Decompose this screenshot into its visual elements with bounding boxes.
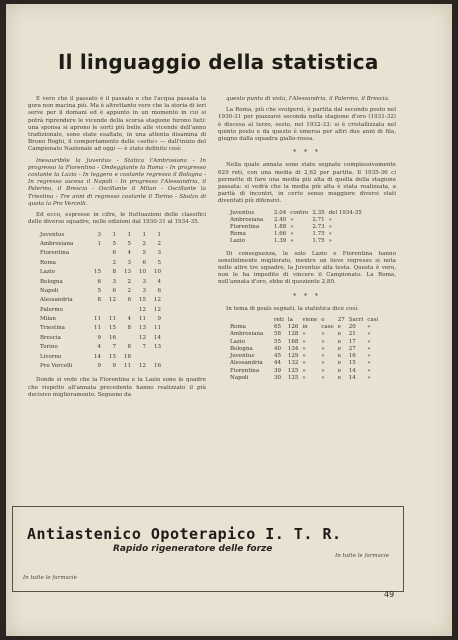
rank-row — [40, 230, 164, 239]
rank-value — [134, 353, 149, 362]
rank-value: 15 — [109, 353, 116, 360]
rank-row — [40, 306, 164, 315]
rank-value: 1 — [157, 231, 161, 238]
ad-footnote-right: In tutte le farmacie — [335, 553, 389, 559]
average-cell: 1.88 — [274, 224, 287, 231]
rank-value: 8 — [127, 344, 131, 351]
rank-value: 3 — [142, 287, 146, 294]
goals-cell: » — [302, 367, 306, 374]
rank-team: Brescia — [40, 334, 61, 341]
goals-cell: 21 — [348, 331, 356, 338]
goals-cell: 125 — [287, 374, 299, 381]
rank-team: Livorno — [40, 353, 62, 360]
goals-cell: e — [337, 345, 341, 352]
goals-cell: » — [302, 353, 306, 360]
rank-value: 16 — [109, 334, 116, 341]
average-cell: Fiorentina — [230, 224, 260, 231]
rank-value: 6 — [157, 287, 161, 294]
average-row — [230, 210, 366, 217]
rank-table — [40, 230, 164, 371]
rank-value: 7 — [112, 344, 116, 351]
goals-cell: 27 — [348, 345, 356, 352]
rank-row — [40, 259, 164, 268]
goals-cell: e — [337, 338, 341, 345]
goals-cell: » — [321, 367, 325, 374]
average-row — [230, 238, 366, 245]
rank-value: 1 — [127, 231, 131, 238]
rank-row — [40, 249, 164, 258]
rank-value: 13 — [124, 269, 131, 276]
rank-value: 4 — [97, 344, 101, 351]
average-cell: » — [290, 216, 294, 223]
left-paragraph-3: Ed ecco, espresse in cifre, le fluttuazioni delle classifici delle diverse squadre, nelle edizioni dal 1930-31 al 1934-35. — [28, 212, 206, 226]
average-cell: del 1934-35 — [328, 209, 362, 216]
goals-cell: e — [337, 331, 341, 338]
right-paragraph-2: La Roma, più che svolgersi, è partita dal secondo posto nel 1930-31 per piazzarsi seconda nella stagione d'oro (1931-32) è discesa al terzo, sesto, nel 1932-33: si è cristallizzata nel quinto posto e da questo è emersa per altri due anni di fila, giugno dalla squadra giallo-rossa. — [218, 107, 396, 143]
average-cell: » — [328, 216, 332, 223]
goals-cell: » — [367, 345, 371, 352]
rank-team: Palermo — [40, 306, 63, 313]
goals-cell: 128 — [287, 331, 299, 338]
average-row — [230, 224, 366, 231]
goals-row — [230, 375, 382, 382]
rank-row — [40, 362, 164, 371]
goals-row — [230, 324, 382, 331]
rank-row — [40, 353, 164, 362]
goals-cell: 65 — [274, 324, 281, 331]
right-paragraph-5: In tema di goals segnati, la statistica dice così: — [226, 305, 359, 312]
goals-cell: 15 — [348, 360, 356, 367]
rank-value: 9 — [112, 363, 116, 370]
average-cell: 2.73 — [312, 224, 325, 231]
average-cell: » — [328, 224, 332, 231]
goals-row — [230, 368, 382, 375]
average-cell: » — [290, 238, 294, 245]
rank-team: Pro Vercelli — [40, 363, 73, 370]
rank-value: 12 — [139, 363, 146, 370]
goals-cell: Fiorentina — [230, 367, 260, 374]
average-cell: Juventus — [230, 209, 255, 216]
rank-value — [119, 306, 134, 315]
goals-cell: Lazio — [230, 338, 245, 345]
rank-value: 13 — [154, 344, 161, 351]
average-cell: 1.39 — [274, 238, 287, 245]
goals-cell: » — [302, 360, 306, 367]
rank-value: 1 — [112, 231, 116, 238]
goals-cell: » — [302, 338, 306, 345]
goals-cell: 132 — [287, 360, 299, 367]
rank-value: 6 — [112, 250, 116, 257]
goals-header-cell: 27 — [337, 317, 345, 324]
rank-value: 7 — [142, 344, 146, 351]
rank-value: 5 — [157, 259, 161, 266]
goals-header-cell: Sacri — [348, 317, 364, 324]
rank-value: 11 — [94, 316, 101, 323]
rank-value: 11 — [109, 316, 116, 323]
goals-cell: » — [367, 360, 371, 367]
rank-value: 18 — [124, 353, 131, 360]
rank-value: 6 — [127, 297, 131, 304]
ad-subtitle: Rapido rigeneratore delle forze — [113, 544, 273, 554]
goals-cell: 45 — [274, 353, 281, 360]
goals-header-spacer — [230, 317, 274, 324]
rank-row — [40, 277, 164, 286]
left-paragraph-2: Inesauribile la Juventus - Statica l'Ambrosiana - In progresso la Fiorentina - Ondeggiante la Roma - In progresso costante la Lazio - In leggero e costante regresso il Bologna - In regresso ascesa il Napoli - In progresso l'Alessandria, il Palermo, il Brescia - Oscillante il Milan - Oscillante la Triestina - Tre anni di regresso costante il Torino - Sbalzo di quota la Pro Vercelli. — [28, 157, 206, 207]
rank-team: Juventus — [40, 231, 65, 238]
average-cell: 1.75 — [312, 238, 325, 245]
rank-value: 9 — [97, 363, 101, 370]
rank-value — [89, 259, 104, 268]
ad-title: Antiastenico Opoterapico I. T. R. — [27, 525, 342, 543]
goals-cell: Roma — [230, 324, 246, 331]
average-cell: contro — [290, 209, 309, 216]
goals-header-cell: e — [321, 317, 325, 324]
rank-value: 3 — [127, 259, 131, 266]
goals-cell: Juventus — [230, 353, 255, 360]
average-table — [230, 210, 366, 246]
goals-row — [230, 339, 382, 346]
goals-cell: case — [321, 324, 334, 331]
rank-value: 12 — [139, 334, 146, 341]
goals-cell: » — [367, 374, 371, 381]
rank-value: 10 — [154, 269, 161, 276]
rank-value — [89, 306, 104, 315]
goals-cell: 129 — [287, 353, 299, 360]
rank-value: 9 — [97, 334, 101, 341]
rank-value: 3 — [142, 278, 146, 285]
goals-cell: 125 — [287, 367, 299, 374]
average-cell: Lazio — [230, 238, 245, 245]
rank-row — [40, 324, 164, 333]
goals-cell: 44 — [274, 360, 281, 367]
goals-cell: e — [337, 374, 341, 381]
rank-value: 3 — [112, 278, 116, 285]
average-cell: » — [328, 231, 332, 238]
average-cell: Ambrosiana — [230, 216, 264, 223]
rank-value: 8 — [112, 269, 116, 276]
rank-team: Lazio — [40, 269, 55, 276]
page-number: 49 — [384, 590, 395, 599]
goals-cell: » — [302, 374, 306, 381]
rank-value: 3 — [157, 250, 161, 257]
rank-team: Napoli — [40, 287, 59, 294]
left-column — [28, 96, 206, 403]
goals-cell: » — [321, 374, 325, 381]
goals-cell: Alessandria — [230, 360, 263, 367]
rank-value: 10 — [139, 269, 146, 276]
average-cell: » — [290, 224, 294, 231]
rank-row — [40, 268, 164, 277]
rank-value: 5 — [112, 240, 116, 247]
goals-cell: 134 — [287, 345, 299, 352]
goals-cell: » — [367, 353, 371, 360]
rank-value: 5 — [127, 240, 131, 247]
goals-cell: 39 — [274, 367, 281, 374]
goals-cell: 30 — [274, 374, 281, 381]
goals-cell: 58 — [274, 331, 281, 338]
rank-row — [40, 315, 164, 324]
rank-value: 12 — [109, 297, 116, 304]
rank-team: Triestina — [40, 325, 65, 332]
goals-cell: » — [321, 360, 325, 367]
rank-value: 15 — [94, 269, 101, 276]
goals-cell: » — [367, 331, 371, 338]
goals-header-cell: casi — [367, 317, 379, 324]
ad-footnote-left: In tutte le farmacie — [23, 575, 77, 581]
goals-cell: 20 — [348, 324, 356, 331]
rank-value — [89, 249, 104, 258]
rank-value: 11 — [124, 363, 131, 370]
goals-cell: 14 — [348, 374, 356, 381]
rank-value: 9 — [157, 316, 161, 323]
rank-row — [40, 287, 164, 296]
right-column — [218, 96, 396, 382]
right-paragraph-4: Di conseguenza, le solo Lazio e Fiorentina hanno sensibilmente migliorato, mentre un lieve regresso si nota nelle altre tre squadre, la Juventus alla testa. Questa è vero, non le ha impedito di vincere il Campionato. La Roma, nell'annata d'oro, ebbe di quoziente 2,80. — [218, 250, 396, 286]
left-paragraph-1: E vero che il passato è il passato e che l'acqua passata la gora non macina più. Ma è altrettanto vero che la storia di ieri serve per il domani ed è appunto in un momento in cui si potrà riprendere le vicende della scorsa stagione furono lieti: una sponsa si aprono le sorti più belle alle vicende dell'anno tradizionale, sono state esaltate, in una attenta disamina di Bruno Roghi, il comportamento delle «sette» — dall'inizio del Campionato Nazionale ad oggi — è stato definito così: — [28, 96, 206, 153]
average-cell: 2.35 — [312, 209, 325, 216]
goals-cell: in — [302, 324, 308, 331]
average-cell: 2.04 — [274, 209, 287, 216]
right-paragraph-1: questo punto di vista, l'Alessandria, il Palermo, il Brescia. — [226, 96, 390, 102]
rank-value: 3 — [97, 231, 101, 238]
rank-value: 6 — [97, 278, 101, 285]
magazine-page — [6, 4, 452, 636]
page-title: Il linguaggio della statistica — [58, 50, 379, 74]
rank-value — [119, 334, 134, 343]
rank-value: 11 — [139, 316, 146, 323]
goals-row — [230, 331, 382, 338]
rank-value: 13 — [139, 325, 146, 332]
goals-cell: e — [337, 367, 341, 374]
rank-value: 8 — [97, 297, 101, 304]
goals-cell: » — [321, 345, 325, 352]
rank-value: 14 — [94, 353, 101, 360]
rank-value: 2 — [157, 240, 161, 247]
average-row — [230, 217, 366, 224]
rank-value: 11 — [94, 325, 101, 332]
rank-team: Fiorentina — [40, 250, 70, 257]
advertisement-box — [12, 506, 404, 592]
rank-row — [40, 343, 164, 352]
rank-value: 12 — [154, 297, 161, 304]
rank-value: 12 — [154, 306, 161, 313]
goals-cell: 40 — [274, 345, 281, 352]
goals-cell: e — [337, 324, 341, 331]
section-divider-2: * * * — [293, 292, 321, 300]
goals-cell: Napoli — [230, 374, 249, 381]
right-paragraph-3: Nella quale annata sono state segnate complessivamente 629 reti, con una media di 2,62 per partita. Il 1935-36 ci permette di fare una media più alta di quella della stagione passata: si vedrà che la media più alta è stata realizzata, a parità di incontri, in certo senso maggiore diversi stati diventati più difensivi. — [218, 162, 396, 205]
goals-header-row — [230, 317, 382, 324]
rank-value: 2 — [142, 240, 146, 247]
rank-value: 15 — [109, 325, 116, 332]
goals-cell: » — [302, 331, 306, 338]
rank-value: 5 — [97, 287, 101, 294]
goals-cell: 168 — [287, 338, 299, 345]
goals-header-cell: viene — [302, 317, 318, 324]
rank-value: 14 — [154, 334, 161, 341]
rank-value: 2 — [112, 259, 116, 266]
rank-team: Bologna — [40, 278, 63, 285]
average-row — [230, 231, 366, 238]
goals-cell: » — [367, 338, 371, 345]
average-cell: » — [328, 238, 332, 245]
rank-value: 4 — [127, 316, 131, 323]
rank-value: 4 — [157, 278, 161, 285]
goals-cell: » — [321, 353, 325, 360]
goals-header-cell: reti — [274, 317, 284, 324]
section-divider: * * * — [293, 149, 321, 157]
goals-cell: » — [321, 338, 325, 345]
goals-cell: 126 — [287, 324, 299, 331]
rank-row — [40, 334, 164, 343]
goals-row — [230, 353, 382, 360]
average-cell: 1.75 — [312, 231, 325, 238]
rank-value: 6 — [112, 287, 116, 294]
rank-value: 8 — [127, 325, 131, 332]
rank-value: 16 — [154, 363, 161, 370]
goals-cell: 17 — [348, 338, 356, 345]
rank-value: 6 — [142, 259, 146, 266]
rank-value: 2 — [127, 278, 131, 285]
left-closing-paragraph: Donde si vede che la Fiorentina e la Lazio sono le quadre che rispetto all'annata precedente hanno realizzato il più decisivo miglioramento. Seguono da — [28, 377, 206, 398]
rank-value: 4 — [127, 250, 131, 257]
goals-cell: » — [367, 367, 371, 374]
goals-table — [230, 317, 382, 382]
goals-cell: » — [302, 345, 306, 352]
average-cell: Roma — [230, 231, 246, 238]
goals-row — [230, 346, 382, 353]
rank-value — [149, 353, 164, 362]
goals-cell: Ambrosiana — [230, 331, 264, 338]
goals-cell: 14 — [348, 367, 356, 374]
average-cell: 2.71 — [312, 216, 325, 223]
rank-row — [40, 240, 164, 249]
rank-team: Milan — [40, 316, 56, 323]
average-cell: 1.66 — [274, 231, 287, 238]
goals-cell: e — [337, 353, 341, 360]
rank-value: 12 — [139, 306, 146, 313]
rank-value: 1 — [142, 231, 146, 238]
goals-cell: Bologna — [230, 345, 253, 352]
goals-cell: 16 — [348, 353, 356, 360]
goals-row — [230, 360, 382, 367]
rank-value: 1 — [97, 240, 101, 247]
rank-row — [40, 296, 164, 305]
goals-cell: e — [337, 360, 341, 367]
rank-value: 5 — [142, 250, 146, 257]
rank-team: Alessandria — [40, 297, 73, 304]
goals-cell: » — [367, 324, 371, 331]
rank-value: 11 — [154, 325, 161, 332]
average-cell: » — [290, 231, 294, 238]
rank-team: Torino — [40, 344, 58, 351]
rank-team: Ambrosiana — [40, 240, 74, 247]
goals-cell: 55 — [274, 338, 281, 345]
rank-value: 2 — [127, 287, 131, 294]
goals-header-cell: la — [287, 317, 293, 324]
rank-value: 15 — [139, 297, 146, 304]
rank-value — [104, 306, 119, 315]
goals-cell: » — [321, 331, 325, 338]
average-cell: 2.40 — [274, 216, 287, 223]
rank-team: Roma — [40, 259, 56, 266]
